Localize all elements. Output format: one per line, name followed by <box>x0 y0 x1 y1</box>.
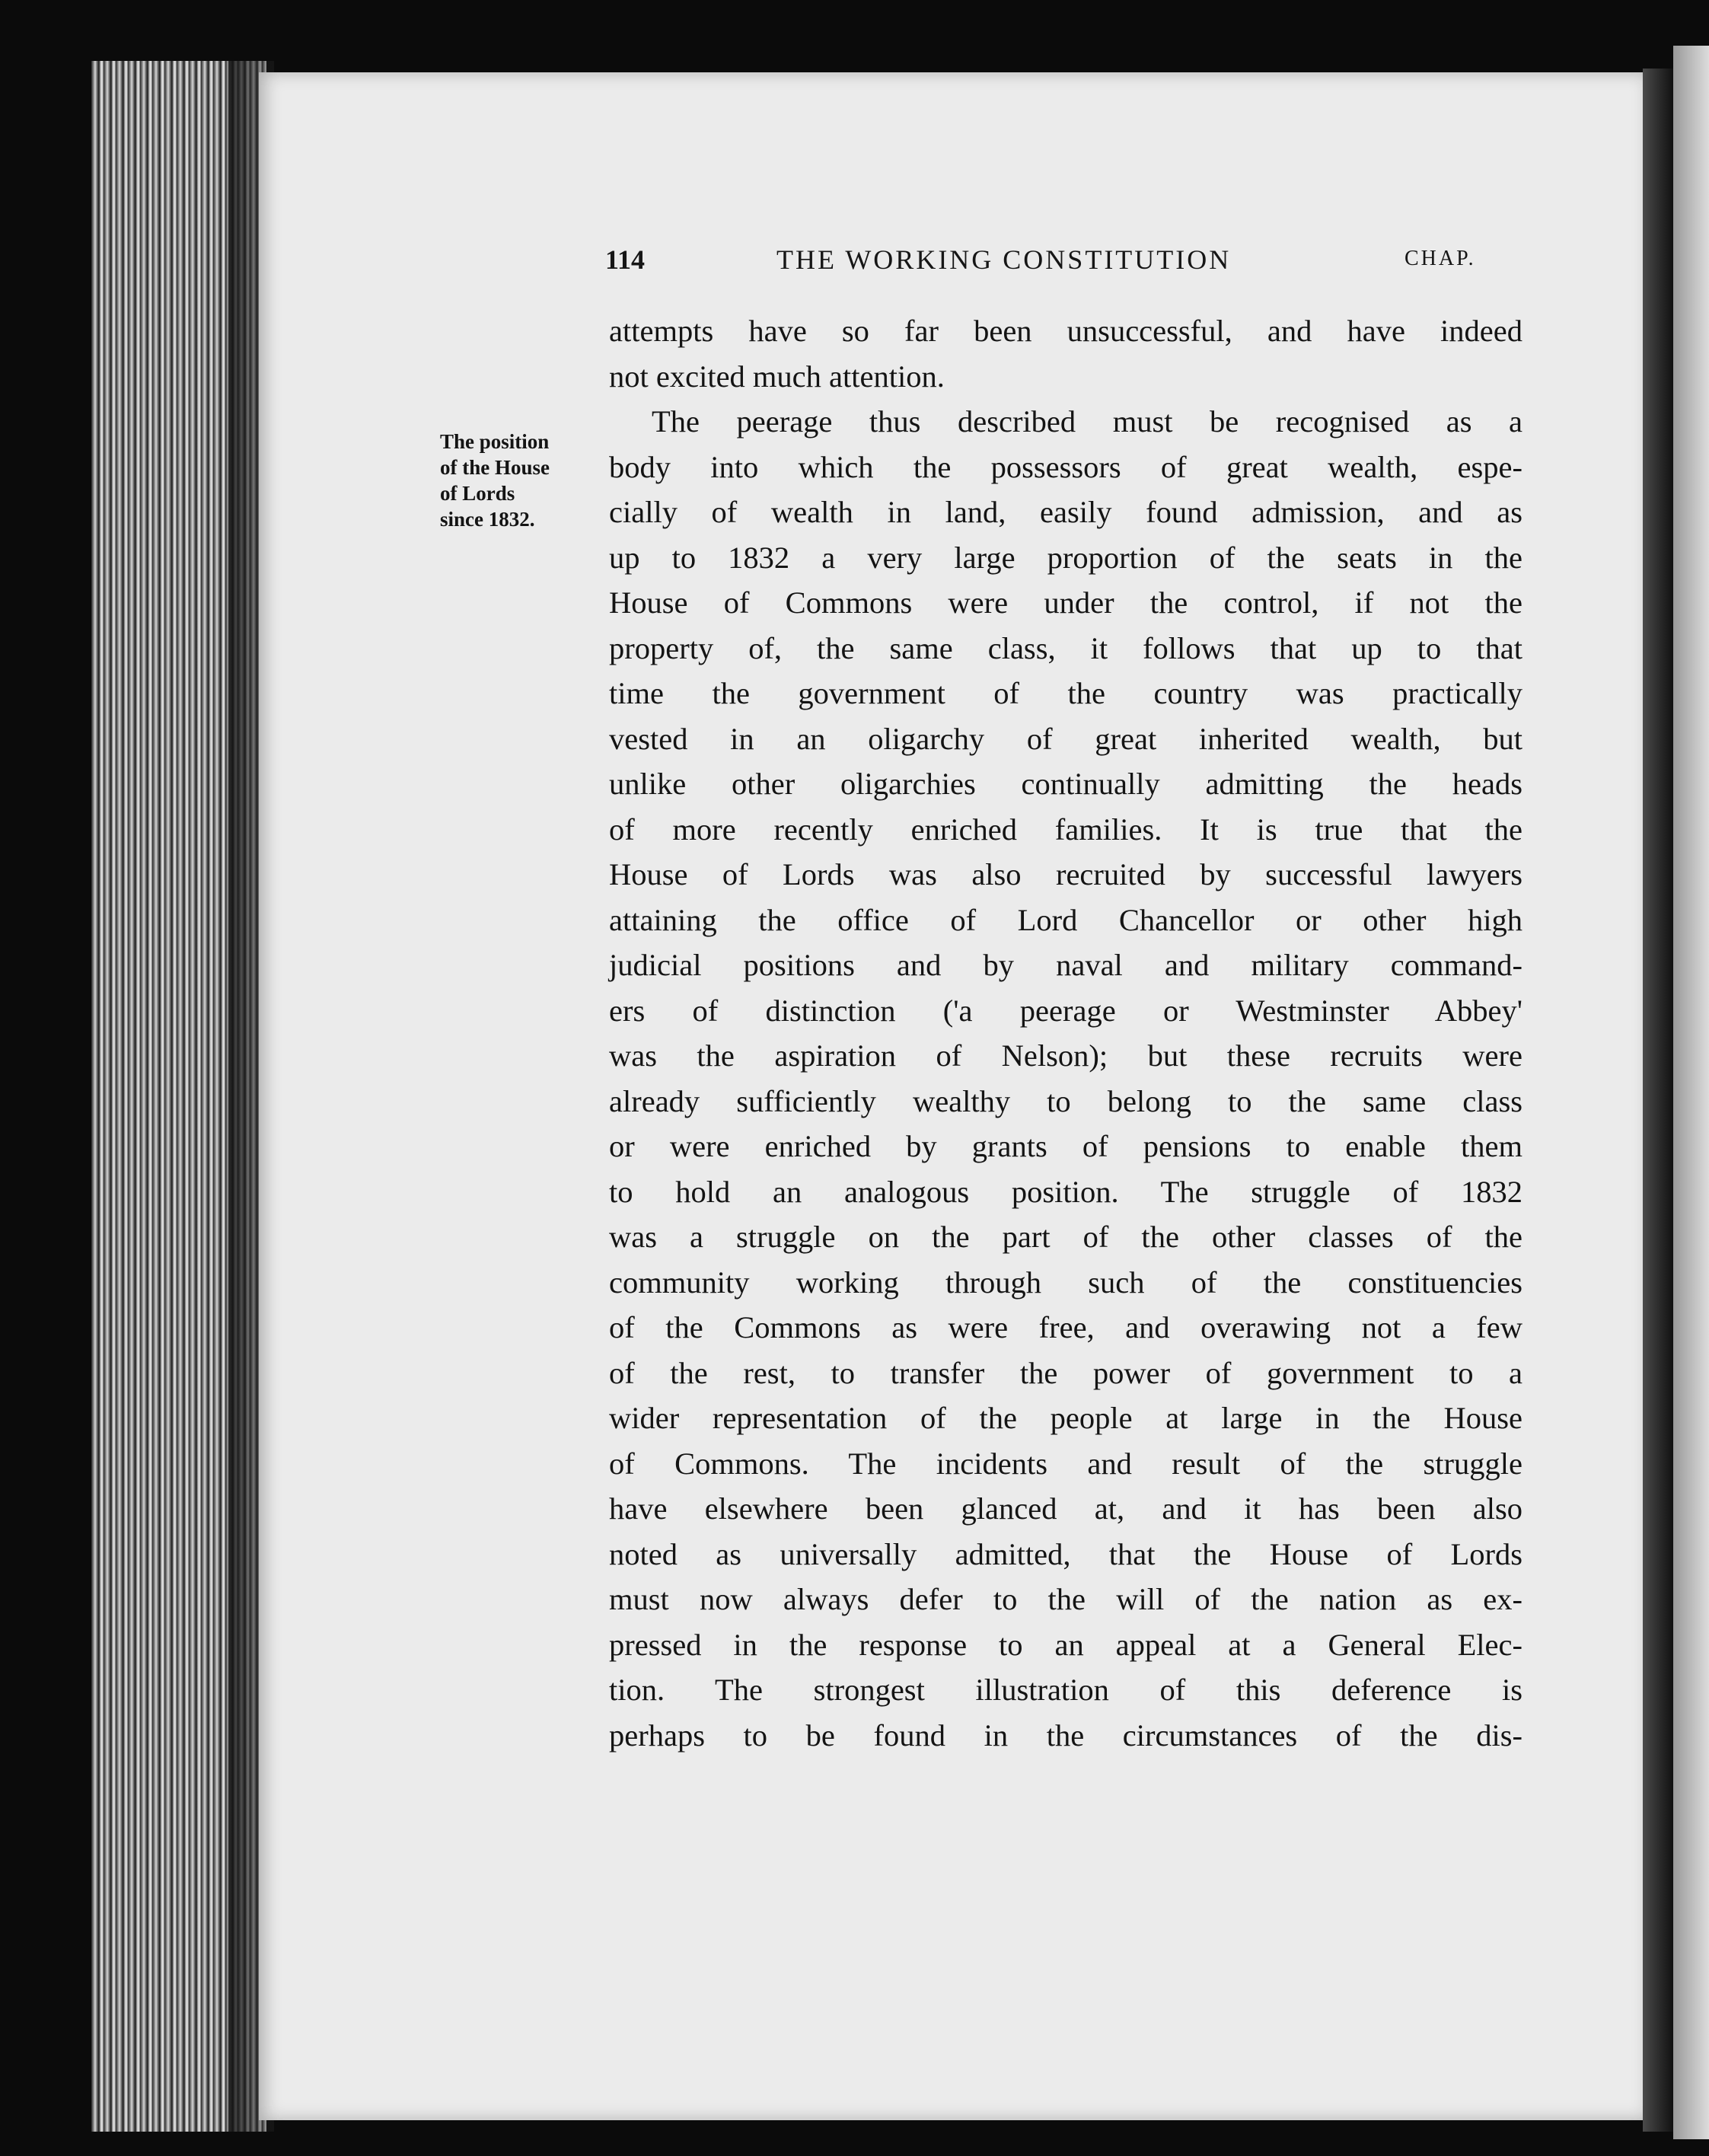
text-line: body into which the possessors of great wealth, espe- <box>609 449 1522 484</box>
text-line: up to 1832 a very large proportion of the seats in the <box>609 540 1522 575</box>
text-line: judicial positions and by naval and military command- <box>609 948 1522 982</box>
text-line: was the aspiration of Nelson); but these recruits were <box>609 1038 1522 1073</box>
body-text <box>609 308 1522 1758</box>
margin-sidenote <box>440 429 592 532</box>
text-line: pressed in the response to an appeal at a General Elec- <box>609 1627 1522 1662</box>
text-line: was a struggle on the part of the other classes of the <box>609 1220 1522 1254</box>
text-line: already sufficiently wealthy to belong to the same class <box>609 1083 1522 1118</box>
text-line: time the government of the country was practically <box>609 676 1522 710</box>
text-line: of more recently enriched families. It is true that the <box>609 812 1522 847</box>
text-line: ers of distinction ('a peerage or Westminster Abbey' <box>609 993 1522 1028</box>
text-line: perhaps to be found in the circumstances of the dis- <box>609 1717 1522 1753</box>
text-line: noted as universally admitted, that the House of Lords <box>609 1536 1522 1571</box>
text-line: must now always defer to the will of the nation as ex- <box>609 1582 1522 1616</box>
text-line: tion. The strongest illustration of this deference is <box>609 1673 1522 1707</box>
text-line: attempts have so far been unsuccessful, and have indeed <box>609 314 1522 348</box>
running-title: THE WORKING CONSTITUTION <box>776 244 1232 275</box>
sidenote-line: of the House <box>440 456 550 479</box>
sidenote-line: since 1832. <box>440 508 535 531</box>
page-number: 114 <box>605 244 646 275</box>
text-line: House of Commons were under the control, if not the <box>609 585 1522 620</box>
text-line: to hold an analogous position. The struggle of 1832 <box>609 1174 1522 1209</box>
paragraph-first-line: The peerage thus described must be recognised as a <box>652 404 1522 439</box>
text-line: vested in an oligarchy of great inherited wealth, but <box>609 721 1522 756</box>
sidenote-line: The position <box>440 430 550 453</box>
text-line: property of, the same class, it follows that up to that <box>609 630 1522 665</box>
text-line: or were enriched by grants of pensions to enable them <box>609 1129 1522 1163</box>
sidenote-line: of Lords <box>440 482 515 505</box>
text-line: community working through such of the constituencies <box>609 1265 1522 1300</box>
right-page-fold <box>1643 69 1673 2132</box>
facing-page-sliver <box>1673 46 1709 2139</box>
running-header <box>605 244 1519 297</box>
text-line: not excited much attention. <box>609 359 945 394</box>
text-line: wider representation of the people at large in the House <box>609 1401 1522 1435</box>
chapter-abbreviation: CHAP. <box>1405 247 1476 270</box>
text-line: attaining the office of Lord Chancellor or other high <box>609 902 1522 937</box>
text-line: of the rest, to transfer the power of government to a <box>609 1355 1522 1390</box>
text-line: of Commons. The incidents and result of the struggle <box>609 1446 1522 1481</box>
text-line: House of Lords was also recruited by successful lawyers <box>609 857 1522 891</box>
text-line: of the Commons as were free, and overawing not a few <box>609 1310 1522 1344</box>
text-line: unlike other oligarchies continually admitting the heads <box>609 767 1522 801</box>
text-line: have elsewhere been glanced at, and it has been also <box>609 1491 1522 1526</box>
text-line: cially of wealth in land, easily found admission, and as <box>609 495 1522 529</box>
